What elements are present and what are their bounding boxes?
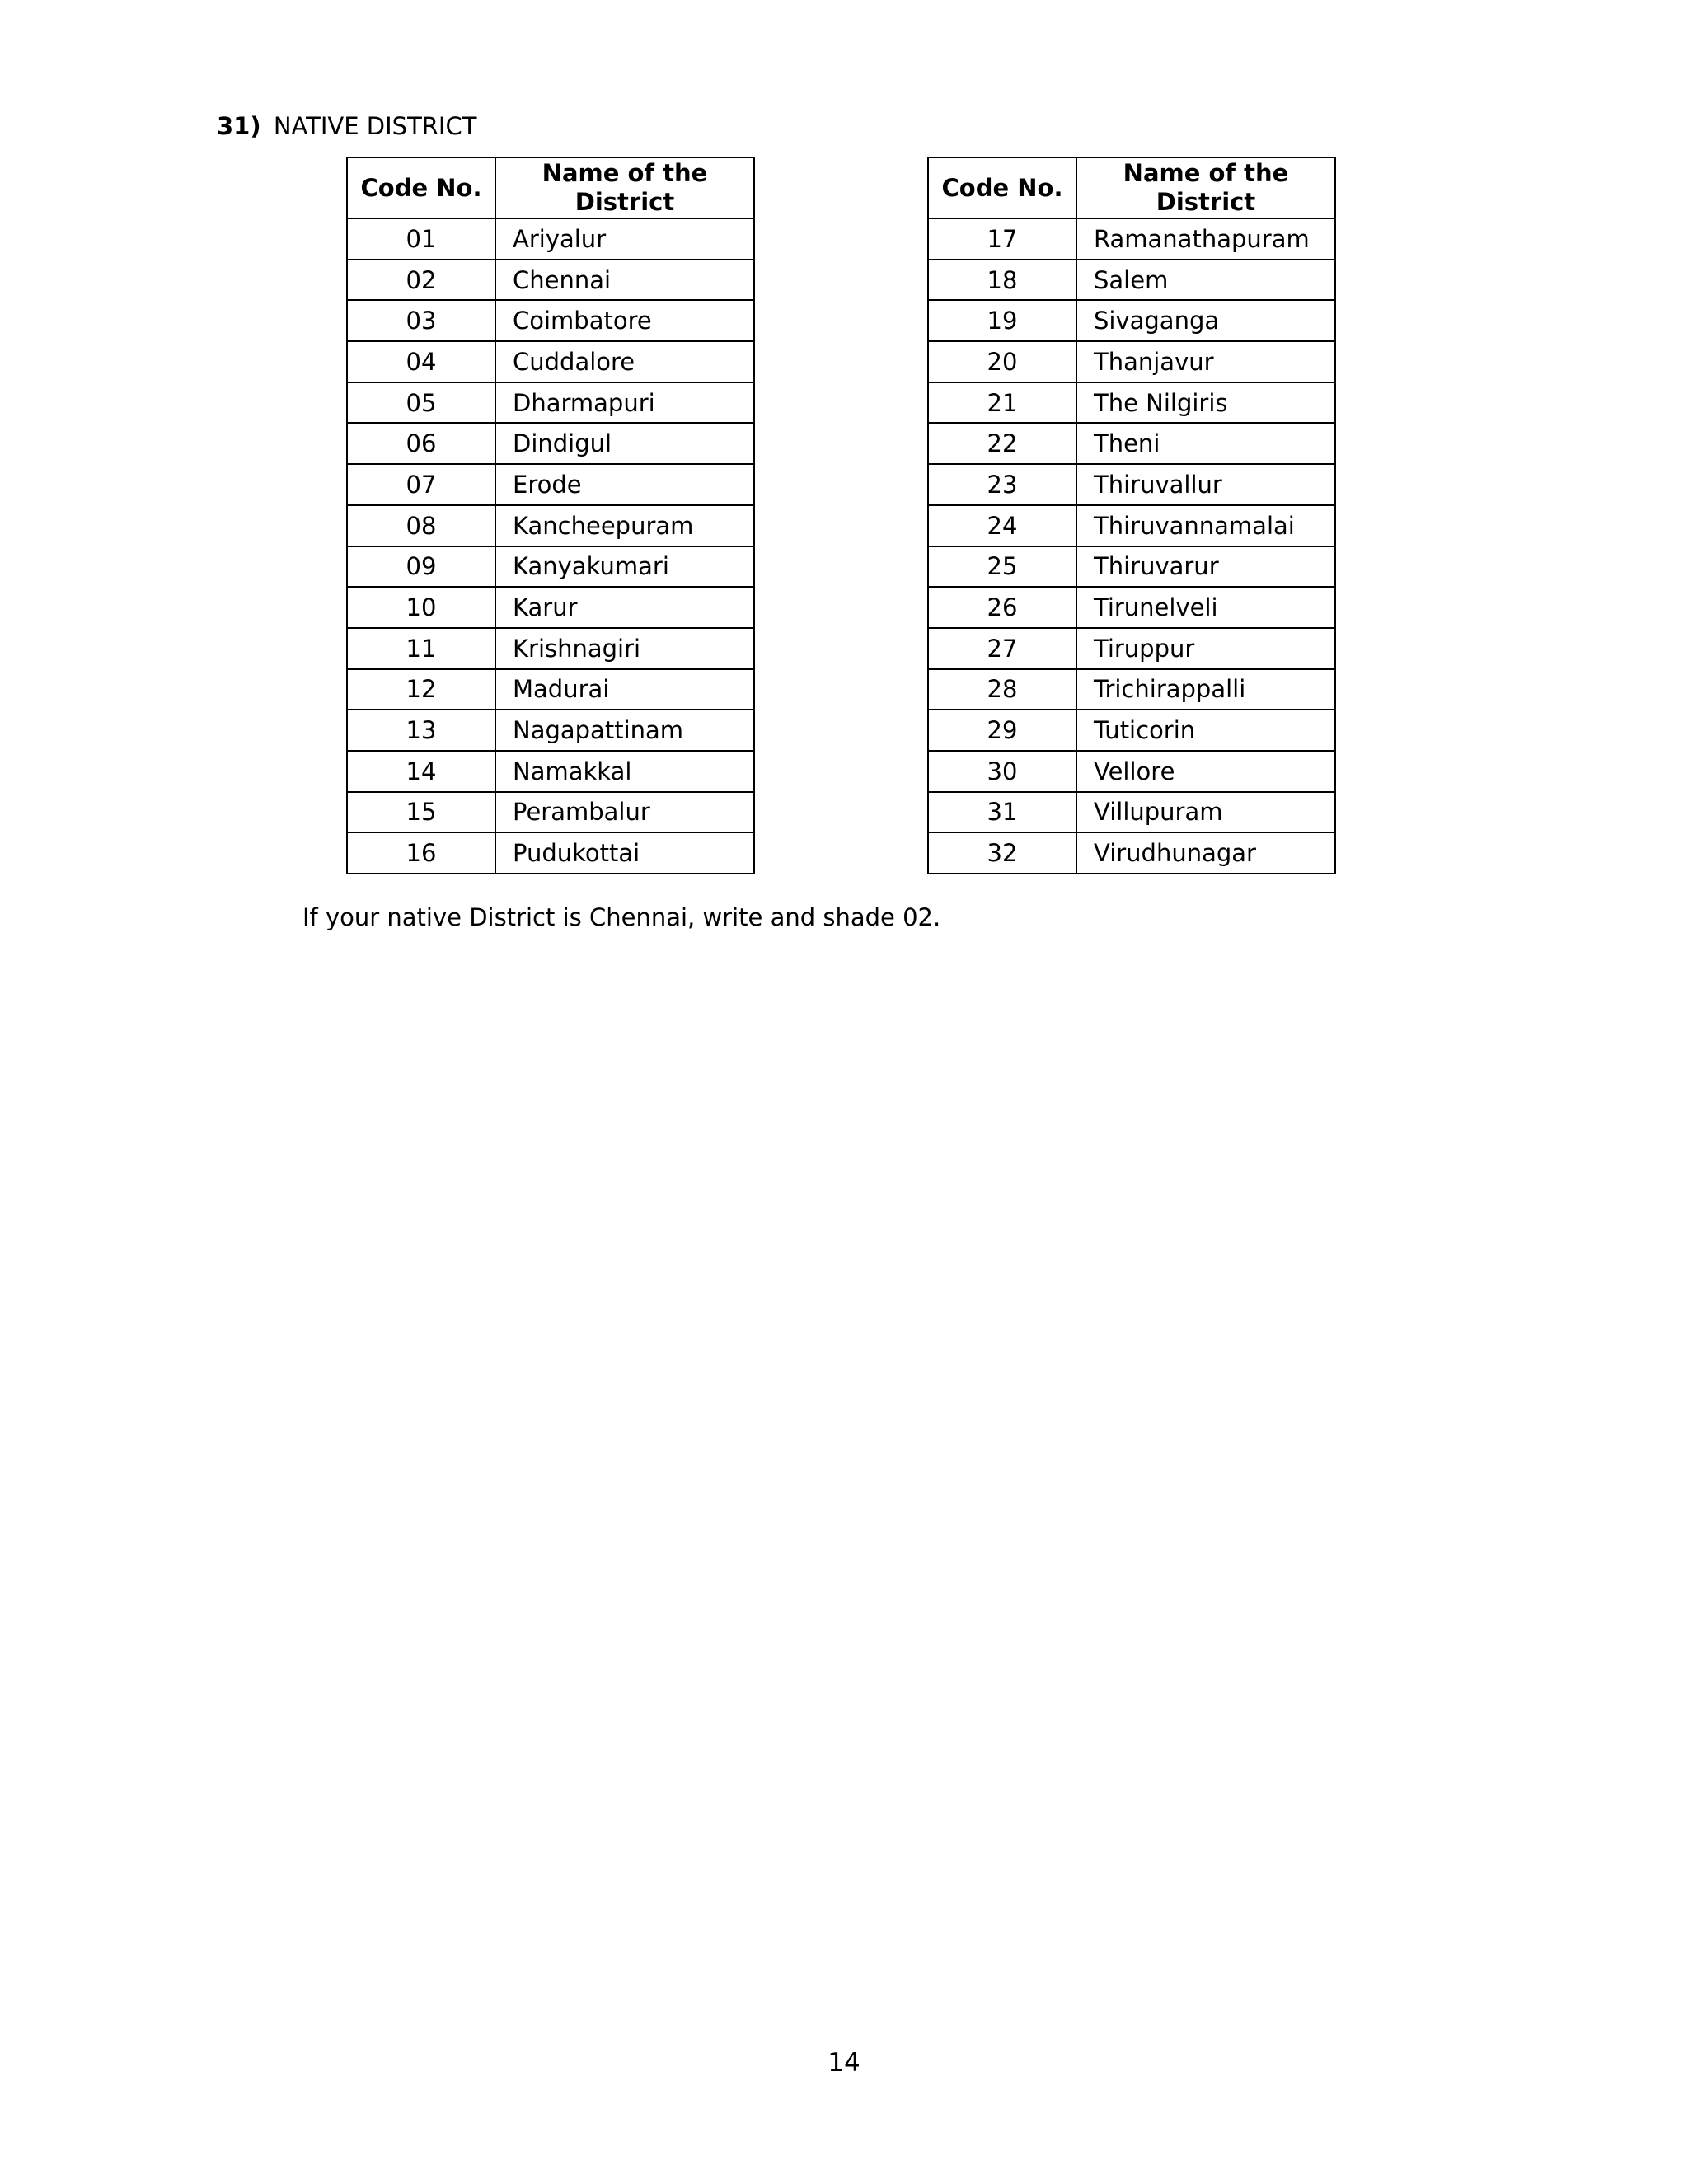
district-name-cell: Tirunelveli	[1076, 587, 1335, 628]
section-title: NATIVE DISTRICT	[273, 112, 477, 140]
instruction-note: If your native District is Chennai, write and shade 02.	[302, 903, 941, 931]
district-code-cell: 07	[347, 464, 495, 505]
table-row	[347, 751, 754, 792]
table-row	[347, 423, 754, 464]
table-row	[347, 300, 754, 341]
district-code-cell: 19	[928, 300, 1076, 341]
table-row	[928, 832, 1335, 874]
district-code-cell: 31	[928, 792, 1076, 833]
table-row	[928, 546, 1335, 588]
name-column-header: Name of the District	[1076, 157, 1335, 218]
table-row	[928, 628, 1335, 669]
district-code-cell: 21	[928, 382, 1076, 424]
district-code-cell: 30	[928, 751, 1076, 792]
district-code-cell: 29	[928, 710, 1076, 751]
district-name-cell: Tiruppur	[1076, 628, 1335, 669]
table-row	[928, 382, 1335, 424]
district-name-cell: Thanjavur	[1076, 341, 1335, 382]
table-header-row	[347, 157, 754, 218]
district-code-cell: 03	[347, 300, 495, 341]
table-header-row	[928, 157, 1335, 218]
district-name-cell: Dindigul	[495, 423, 754, 464]
district-name-cell: Nagapattinam	[495, 710, 754, 751]
table-row	[928, 260, 1335, 301]
district-name-cell: Vellore	[1076, 751, 1335, 792]
district-code-cell: 16	[347, 832, 495, 874]
district-code-cell: 23	[928, 464, 1076, 505]
table-row	[347, 628, 754, 669]
table-row	[928, 751, 1335, 792]
district-code-cell: 08	[347, 505, 495, 546]
table-row	[347, 587, 754, 628]
district-code-cell: 26	[928, 587, 1076, 628]
district-name-cell: Madurai	[495, 669, 754, 710]
district-name-cell: Namakkal	[495, 751, 754, 792]
district-code-cell: 20	[928, 341, 1076, 382]
table-row	[347, 792, 754, 833]
table-row	[347, 505, 754, 546]
district-name-cell: Chennai	[495, 260, 754, 301]
table-row	[928, 792, 1335, 833]
table-row	[928, 300, 1335, 341]
table-row	[347, 260, 754, 301]
table-row	[347, 669, 754, 710]
district-code-cell: 10	[347, 587, 495, 628]
table-row	[928, 710, 1335, 751]
district-name-cell: Villupuram	[1076, 792, 1335, 833]
district-code-cell: 17	[928, 218, 1076, 260]
district-code-cell: 27	[928, 628, 1076, 669]
district-code-cell: 05	[347, 382, 495, 424]
district-name-cell: Kancheepuram	[495, 505, 754, 546]
district-table-left-body	[347, 218, 754, 874]
district-name-cell: Virudhunagar	[1076, 832, 1335, 874]
table-row	[928, 423, 1335, 464]
district-code-cell: 24	[928, 505, 1076, 546]
district-code-cell: 04	[347, 341, 495, 382]
district-code-cell: 22	[928, 423, 1076, 464]
table-row	[928, 587, 1335, 628]
code-column-header: Code No.	[347, 157, 495, 218]
table-row	[347, 546, 754, 588]
district-name-cell: The Nilgiris	[1076, 382, 1335, 424]
district-name-cell: Tuticorin	[1076, 710, 1335, 751]
district-code-cell: 14	[347, 751, 495, 792]
table-row	[347, 382, 754, 424]
table-row	[347, 464, 754, 505]
district-code-cell: 15	[347, 792, 495, 833]
name-column-header: Name of the District	[495, 157, 754, 218]
section-number: 31)	[217, 112, 261, 140]
district-code-cell: 28	[928, 669, 1076, 710]
district-table-right-body	[928, 218, 1335, 874]
table-row	[928, 218, 1335, 260]
table-row	[347, 341, 754, 382]
district-name-cell: Dharmapuri	[495, 382, 754, 424]
section-heading	[217, 112, 476, 140]
district-table-left	[346, 157, 755, 874]
table-row	[928, 505, 1335, 546]
district-code-cell: 06	[347, 423, 495, 464]
district-name-cell: Salem	[1076, 260, 1335, 301]
table-row	[347, 710, 754, 751]
district-name-cell: Ariyalur	[495, 218, 754, 260]
district-name-cell: Kanyakumari	[495, 546, 754, 588]
district-code-cell: 02	[347, 260, 495, 301]
page-number: 14	[828, 2048, 860, 2078]
table-row	[347, 218, 754, 260]
district-name-cell: Cuddalore	[495, 341, 754, 382]
district-code-cell: 32	[928, 832, 1076, 874]
district-code-cell: 11	[347, 628, 495, 669]
district-code-cell: 01	[347, 218, 495, 260]
district-name-cell: Thiruvallur	[1076, 464, 1335, 505]
district-name-cell: Erode	[495, 464, 754, 505]
table-row	[928, 341, 1335, 382]
district-code-cell: 09	[347, 546, 495, 588]
district-code-cell: 13	[347, 710, 495, 751]
district-name-cell: Trichirappalli	[1076, 669, 1335, 710]
table-row	[347, 832, 754, 874]
district-name-cell: Theni	[1076, 423, 1335, 464]
district-table-right	[927, 157, 1336, 874]
district-name-cell: Coimbatore	[495, 300, 754, 341]
district-name-cell: Pudukottai	[495, 832, 754, 874]
district-name-cell: Krishnagiri	[495, 628, 754, 669]
district-code-cell: 25	[928, 546, 1076, 588]
district-code-cell: 18	[928, 260, 1076, 301]
district-name-cell: Thiruvannamalai	[1076, 505, 1335, 546]
code-column-header: Code No.	[928, 157, 1076, 218]
district-code-cell: 12	[347, 669, 495, 710]
district-name-cell: Karur	[495, 587, 754, 628]
table-row	[928, 669, 1335, 710]
district-name-cell: Sivaganga	[1076, 300, 1335, 341]
district-name-cell: Perambalur	[495, 792, 754, 833]
district-name-cell: Ramanathapuram	[1076, 218, 1335, 260]
district-name-cell: Thiruvarur	[1076, 546, 1335, 588]
table-row	[928, 464, 1335, 505]
